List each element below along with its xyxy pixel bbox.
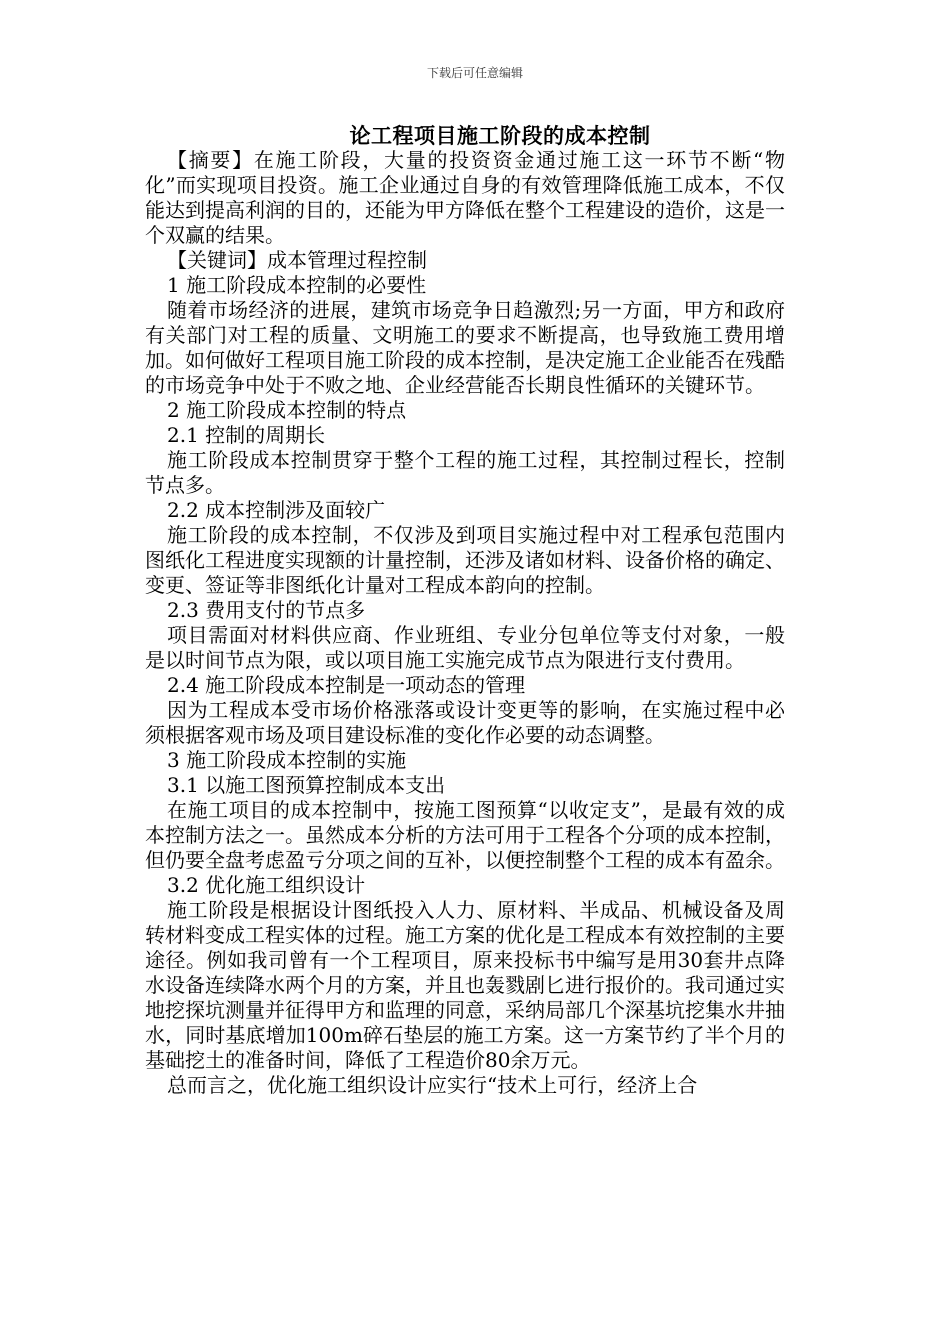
subsection-heading: 3.1 以施工图预算控制成本支出 [167, 773, 446, 797]
section-heading: 2 施工阶段成本控制的特点 [167, 398, 407, 422]
subsection-heading: 2.3 费用支付的节点多 [167, 598, 366, 622]
body-paragraph: 施工阶段的成本控制，不仅涉及到项目实施过程中对工程承包范围内图纸化工程进度实现额的计量控制，还涉及诸如材料、设备价格的确定、变更、签证等非图纸化计量对工程成本韵向的控制。 [145, 523, 785, 597]
subsection-heading: 2.2 成本控制涉及面较广 [167, 498, 386, 522]
document-body [145, 148, 785, 1098]
subsection-heading: 2.4 施工阶段成本控制是一项动态的管理 [167, 673, 526, 697]
document-title: 论工程项目施工阶段的成本控制 [349, 124, 651, 148]
body-paragraph: 施工阶段成本控制贯穿于整个工程的施工过程，其控制过程长，控制节点多。 [145, 448, 785, 497]
body-paragraph: 因为工程成本受市场价格涨落或设计变更等的影响，在实施过程中必须根据客观市场及项目建设标准的变化作必要的动态调整。 [145, 698, 785, 747]
section-heading: 1 施工阶段成本控制的必要性 [167, 273, 427, 297]
section-heading: 3 施工阶段成本控制的实施 [167, 748, 407, 772]
body-paragraph: 随着市场经济的进展，建筑市场竞争日趋激烈;另一方面，甲方和政府有关部门对工程的质量、文明施工的要求不断提高，也导致施工费用增加。如何做好工程项目施工阶段的成本控制，是决定施工企业能否在残酷的市场竞争中处于不败之地、企业经营能否长期良性循环的关键环节。 [145, 298, 785, 397]
subsection-heading: 2.1 控制的周期长 [167, 423, 326, 447]
body-paragraph: 施工阶段是根据设计图纸投入人力、原材料、半成品、机械设备及周转材料变成工程实体的过程。施工方案的优化是工程成本有效控制的主要途径。例如我司曾有一个工程项目，原来投标书中编写是用30套井点降水设备连续降水两个月的方案，并且也轰戮剧匕进行报价的。我司通过实地挖探坑测量并征得甲方和监理的同意，采纳局部几个深基坑挖集水井抽水，同时基底增加100m碎石垫层的施工方案。这一方案节约了半个月的基础挖土的准备时间，降低了工程造价80余万元。 [145, 898, 785, 1072]
body-paragraph: 在施工项目的成本控制中，按施工图预算“以收定支”，是最有效的成本控制方法之一。虽然成本分析的方法可用于工程各个分项的成本控制，但仍要全盘考虑盈亏分项之间的互补，以便控制整个工程的成本有盈余。 [145, 798, 785, 872]
body-paragraph: 总而言之，优化施工组织设计应实行“技术上可行，经济上合 [167, 1073, 698, 1097]
keywords-paragraph: 【关键词】成本管理过程控制 [167, 248, 427, 272]
subsection-heading: 3.2 优化施工组织设计 [167, 873, 366, 897]
body-paragraph: 项目需面对材料供应商、作业班组、专业分包单位等支付对象，一般是以时间节点为限，或以项目施工实施完成节点为限进行支付费用。 [145, 623, 785, 672]
abstract-paragraph: 【摘要】在施工阶段，大量的投资资金通过施工这一环节不断“物化”而实现项目投资。施工企业通过自身的有效管理降低施工成本，不仅能达到提高利润的目的，还能为甲方降低在整个工程建设的造价，这是一个双赢的结果。 [145, 148, 785, 247]
page-header-note: 下载后可任意编辑 [426, 66, 523, 80]
